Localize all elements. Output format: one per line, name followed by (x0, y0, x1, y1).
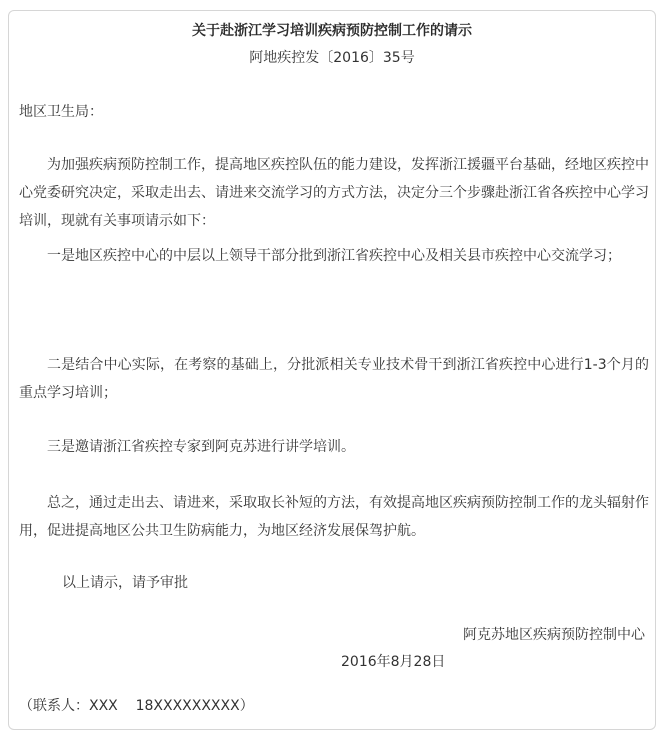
paragraph-summary: 总之，通过走出去、请进来，采取取长补短的方法，有效提高地区疾病预防控制工作的龙头辐射作用，促进提高地区公共卫生防病能力，为地区经济发展保驾护航。 (19, 495, 649, 539)
contact-info: （联系人：XXX 18XXXXXXXXX） (19, 698, 254, 714)
paragraph-step-three: 三是邀请浙江省疾控专家到阿克苏进行讲学培训。 (47, 439, 355, 455)
salutation: 地区卫生局： (19, 104, 103, 120)
paragraph-step-two: 二是结合中心实际，在考察的基础上，分批派相关专业技术骨干到浙江省疾控中心进行1-3个月的重点学习培训； (19, 357, 649, 401)
document-page (8, 10, 656, 730)
document-number: 阿地疾控发〔2016〕35号 (249, 50, 415, 66)
issuing-organization: 阿克苏地区疾病预防控制中心 (463, 627, 645, 643)
issue-date: 2016年8月28日 (341, 654, 446, 670)
closing-request: 以上请示，请予审批 (62, 575, 188, 591)
paragraph-intro: 为加强疾病预防控制工作，提高地区疾控队伍的能力建设，发挥浙江援疆平台基础，经地区疾控中心党委研究决定，采取走出去、请进来交流学习的方式方法，决定分三个步骤赴浙江省各疾控中心学习培训，现就有关事项请示如下： (19, 157, 649, 229)
document-title: 关于赴浙江学习培训疾病预防控制工作的请示 (192, 23, 472, 39)
paragraph-step-one: 一是地区疾控中心的中层以上领导干部分批到浙江省疾控中心及相关县市疾控中心交流学习； (47, 248, 621, 264)
